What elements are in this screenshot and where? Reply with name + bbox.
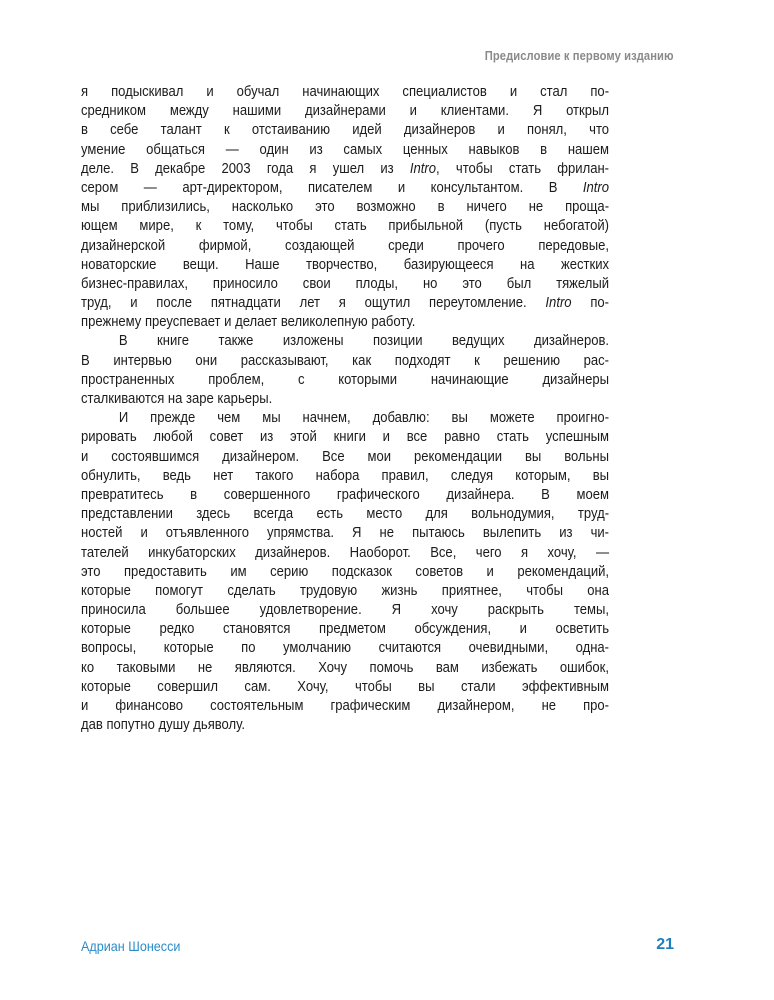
text-line: бизнес-правилах, приносило свои плоды, но это был тяжелый xyxy=(81,274,610,292)
text-line: дав попутно душу дьяволу. xyxy=(81,716,246,734)
text-line: тателей инкубаторских дизайнеров. Наоборот. Все, чего я хочу, — xyxy=(81,543,610,561)
text-line: обнулить, ведь нет такого набора правил, следуя которым, вы xyxy=(81,466,610,484)
text-line: деле. В декабре 2003 года я ушел из Intro, чтобы стать фрилан- xyxy=(81,159,610,177)
paragraph xyxy=(81,82,609,331)
text-line: В книге также изложены позиции ведущих дизайнеров. xyxy=(118,332,610,350)
text-line: представлении здесь всегда есть место для вольнодумия, труд- xyxy=(81,505,610,523)
text-line: пространенных проблем, с которыми начинающие дизайнеры xyxy=(81,370,610,388)
text-line: В интервью они рассказывают, как подходят к решению рас- xyxy=(81,351,610,369)
text-line: превратитесь в совершенного графического дизайнера. В моем xyxy=(81,485,610,503)
paragraph xyxy=(81,331,609,408)
text-line: я подыскивал и обучал начинающих специалистов и стал по- xyxy=(81,83,610,100)
text-line: и состоявшимся дизайнером. Все мои рекомендации вы вольны xyxy=(81,447,610,465)
body-text xyxy=(81,82,609,734)
text-line: рировать любой совет из этой книги и все равно стать успешным xyxy=(81,428,610,446)
text-line: умение общаться — один из самых ценных навыков в нашем xyxy=(81,140,610,158)
page-number: 21 xyxy=(656,936,674,953)
text-line: которые помогут сделать трудовую жизнь приятнее, чтобы она xyxy=(81,581,610,599)
text-line: сером — арт-директором, писателем и консультантом. В Intro xyxy=(81,178,610,196)
text-line: которые редко становятся предметом обсуждения, и осветить xyxy=(81,620,610,638)
text-line: средником между нашими дизайнерами и клиентами. Я открыл xyxy=(81,102,610,120)
text-line: труд, и после пятнадцати лет я ощутил переутомление. Intro по- xyxy=(81,294,610,312)
footer-author: Адриан Шонесси xyxy=(81,938,181,954)
text-line: мы приблизились, насколько это возможно в ничего не проща- xyxy=(81,198,610,216)
text-line: ностей и отъявленного упрямства. Я не пытаюсь вылепить из чи- xyxy=(81,524,610,542)
text-line: новаторские вещи. Наше творчество, базирующееся на жестких xyxy=(81,255,610,273)
text-line: прежнему преуспевает и делает великолепную работу. xyxy=(81,313,416,331)
text-line: и финансово состоятельным графическим дизайнером, не про- xyxy=(81,697,610,714)
text-line: которые совершил сам. Хочу, чтобы вы стали эффективным xyxy=(81,677,610,695)
text-line: ко таковыми не являются. Хочу помочь вам избежать ошибок, xyxy=(81,658,610,676)
text-line: ющем мире, к тому, чтобы стать прибыльной (пусть небогатой) xyxy=(81,217,610,235)
text-line: И прежде чем мы начнем, добавлю: вы можете проигно- xyxy=(118,409,610,427)
text-line: приносила большее удовлетворение. Я хочу раскрыть темы, xyxy=(81,601,610,619)
paragraph xyxy=(81,408,609,734)
text-line: вопросы, которые по умолчанию считаются очевидными, одна- xyxy=(81,639,610,657)
text-line: в себе талант к отстаиванию идей дизайнеров и понял, что xyxy=(81,121,610,139)
text-line: сталкиваются на заре карьеры. xyxy=(81,390,273,407)
text-line: это предоставить им серию подсказок советов и рекомендаций, xyxy=(81,562,610,580)
running-header-title: Предисловие к первому изданию xyxy=(485,48,674,63)
text-line: дизайнерской фирмой, создающей среди прочего передовые, xyxy=(81,236,610,254)
